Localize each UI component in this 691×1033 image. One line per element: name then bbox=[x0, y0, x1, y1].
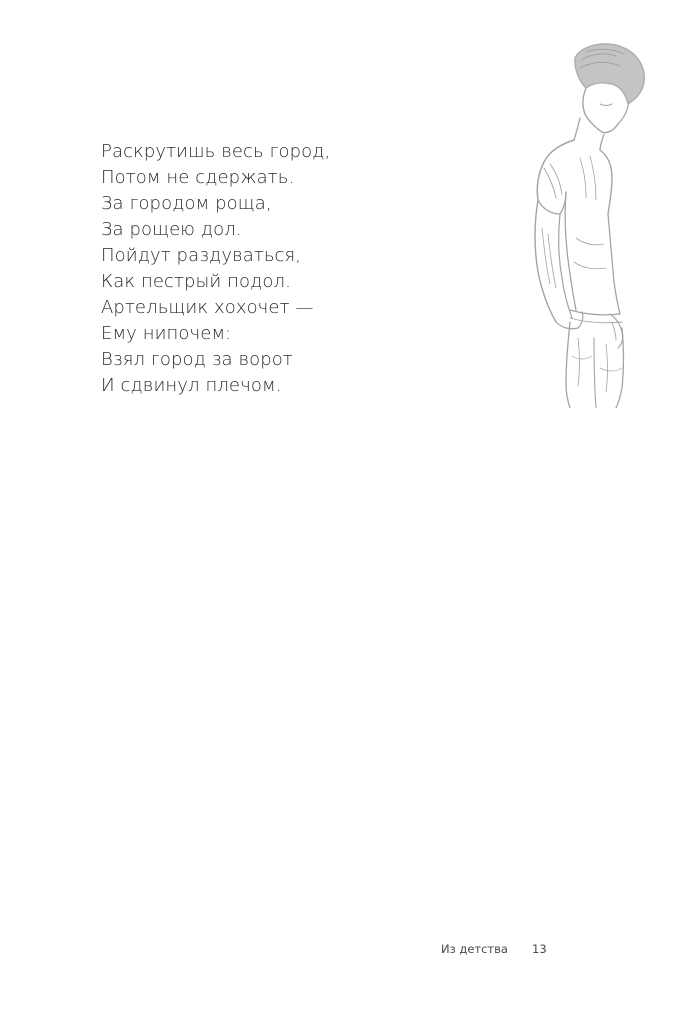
poem-line: Артельщик хохочет — bbox=[101, 297, 314, 318]
poem-text bbox=[101, 139, 330, 399]
poem-line: Пойдут раздуваться, bbox=[101, 245, 302, 266]
poem-line: И сдвинул плечом. bbox=[101, 375, 282, 396]
poem-line: Раскрутишь весь город, bbox=[101, 141, 331, 162]
poem-line: За рощею дол. bbox=[101, 219, 242, 240]
poem-line: Ему нипочем: bbox=[101, 323, 232, 344]
poem-line: За городом роща, bbox=[101, 193, 272, 214]
poem-line: Как пестрый подол. bbox=[101, 271, 291, 292]
poem-line: Взял город за ворот bbox=[101, 349, 293, 370]
page-number: 13 bbox=[532, 942, 547, 956]
man-standing-sketch-icon bbox=[520, 38, 655, 408]
poem-line: Потом не сдержать. bbox=[101, 167, 295, 188]
running-footer-section: Из детства bbox=[441, 942, 508, 956]
